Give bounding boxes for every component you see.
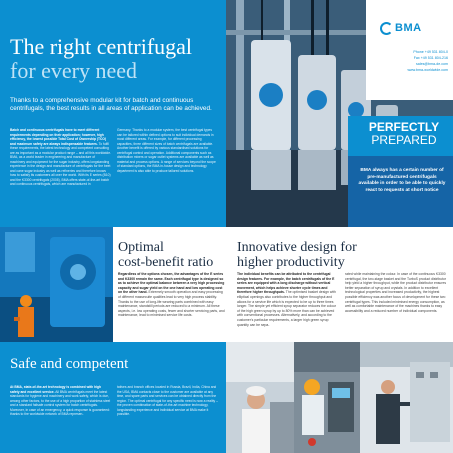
worker-machine-photo [0,227,113,342]
optimal-title-line-2: cost-benefit ratio [118,255,214,270]
engineer-photo [226,342,294,453]
hero-body-col-2: Germany. Thanks to a modular system, the best centrifugal types can be tailored within defined options to suit individual demands in most different areas. For example, for different processing capacities, three different sizes of batch centrifugals are available. Another benefit is offered by various standardised solutions for centrifugal control and operation. Additional components such as distribution mixers or sugar outlet systems are available as well as material and process options. A range of services beyond the scope of standard options, the BMA in-house design and technology department is also able to produce tailored solutions. [117,128,216,173]
innovative-title-line-1: Innovative design for [237,240,357,255]
contact-web[interactable]: www.bma-worldwide.com [407,68,448,72]
contact-email[interactable]: sales@bma-de.com [415,62,448,66]
technician-illustration [360,342,453,453]
hero-body-col-1 [10,128,111,220]
optimal-text: Extremely smooth operation and easy processing of different massecuite qualities lead to very high process stability. Thanks to the use of long-life wearing parts combined with easy maintenance, standstill periods are reduced to a minimum. All these aspects, i.e. low operating costs, fewer and shorter servicing parts, and maintenance, lead to minimised service life costs. [118,290,225,318]
hero-body-text: To fulfil these requirements, the latest technology and competent consulting are as important as a modular product range – and all this worldwide. BMA, as a world leader in engineering and manufacture of machinery and equipment for the sugar industry, offers longstanding experience in the design and manufacture of centrifugals for the beet and cane sugar industry as well as refineries and therefore knows how to satisfy its customers all over the world. With its E series (B10) and the K3300 centrifugals (2008), BMA offers state-of-the-art batch and continuous centrifugals, which are manufactured in [10,141,111,186]
innovative-body-col-1 [237,272,339,340]
badge-text: BMA always has a certain number of pre-manufactured centrifugals available in order to be able to quickly react to requests at short notice [358,168,446,193]
hero-body-lead: Batch and continuous centrifugals have to meet different requirements depending on their application; however, high efficiency, the lowest possible Total Cost of Ownership (TCO) and maximum safety are always indispensable features. [10,128,107,146]
safe-body [10,385,218,449]
worker-illustration [0,227,113,342]
hero-subtitle: for every need [10,58,138,83]
safe-lead: At BMA, state-of-the-art technology is combined with high safety and excellent service. [10,385,102,394]
hero-body [10,128,218,220]
hero-intro: Thanks to a comprehensive modular kit for batch and continuous centrifugals, the best results in all areas of application can be achieved. [10,97,212,112]
innovative-title [237,240,447,270]
badge-title-line-2: PREPARED [371,133,437,147]
bma-logo: BMA [395,22,422,34]
badge-body [348,156,453,227]
innovative-text: The optimised basket design with elliptical openings also contributes to the higher throughput and allows for a service life which is expected to be up to three times longer. The simple yet efficient syrup separator reduces the colour of the high green syrup by up to 80% more than can be achieved with conventional processes. Alternatively, and according to the customer's particular requirements, a larger high green syrup quantity can be sepa- [237,290,337,327]
safe-title: Safe and competent [10,356,129,372]
service-technician-photo [360,342,453,453]
optimal-title [118,240,228,270]
innovative-body-col-2: rated while maintaining the colour. In case of the continuous K3300 centrifugal, the two-stage basket and the TurboS product distributor help yield a higher throughput, while the product distributor ensures better separation of syrup and crystals. In addition to excellent technological properties and increased productivity, the highest possible efficiency was another focus of development for these two centrifugal types. This included minimised energy consumption, as well as comfortable maintenance of the machines thanks to easy accessibility and a reduced number of individual components. [345,272,447,313]
optimal-lead: Regardless of the options chosen, the advantages of the E series and K3300 remain the same. Each centrifugal type is designed so as to achieve the optimal balance between a very high processing capacity and sugar yield on the one hand and low operating cost on the other hand. [118,272,225,295]
optimal-title-line-1: Optimal [118,240,164,255]
contact-fax: Fax +49 531 804-216 [413,56,448,60]
contact-phone: Phone +49 531 804-0 [413,50,448,54]
control-panel-illustration [294,342,360,453]
innovative-title-line-2: higher productivity [237,255,345,270]
badge-title [358,121,450,147]
optimal-body [118,272,226,340]
perfectly-prepared-badge [348,116,453,227]
innovative-lead: The individual benefits can be attributed to the centrifugal design features. For example, the batch centrifugals of the E series are equipped with a long discharge without vertical movement, which helps achieve shorter cycle times and therefore higher throughputs. [237,272,335,295]
safe-body-col-2: tatives and branch offices located in Russia, Brazil, India, China and the USA, BMA contacts close to the customer are available at any time, and spare parts and services can be obtained directly from the region. The optimal centrifugal for any specific need is now a reality – the proven combination of state-of-the-art machine technology, longstanding experience and individual service at BMA make it possible. [117,385,218,416]
control-panel-photo [294,342,360,453]
engineer-illustration [226,342,294,453]
safe-text: All BMA centrifugals meet the latest standards for hygiene and machinery and work safety, which is due, among other factors, to the use of a high proportion of stainless steel and a standard failsafe control system for batch centrifugals. Moreover, in case of an emergency, a quick response is guaranteed: thanks to the worldwide network of BMA represen- [10,389,111,416]
badge-title-line-1: PERFECTLY [368,120,440,134]
hero-title: The right centrifugal [10,34,193,59]
safe-body-col-1 [10,385,111,449]
bma-logo-icon [380,22,393,35]
badge-header [348,116,453,156]
